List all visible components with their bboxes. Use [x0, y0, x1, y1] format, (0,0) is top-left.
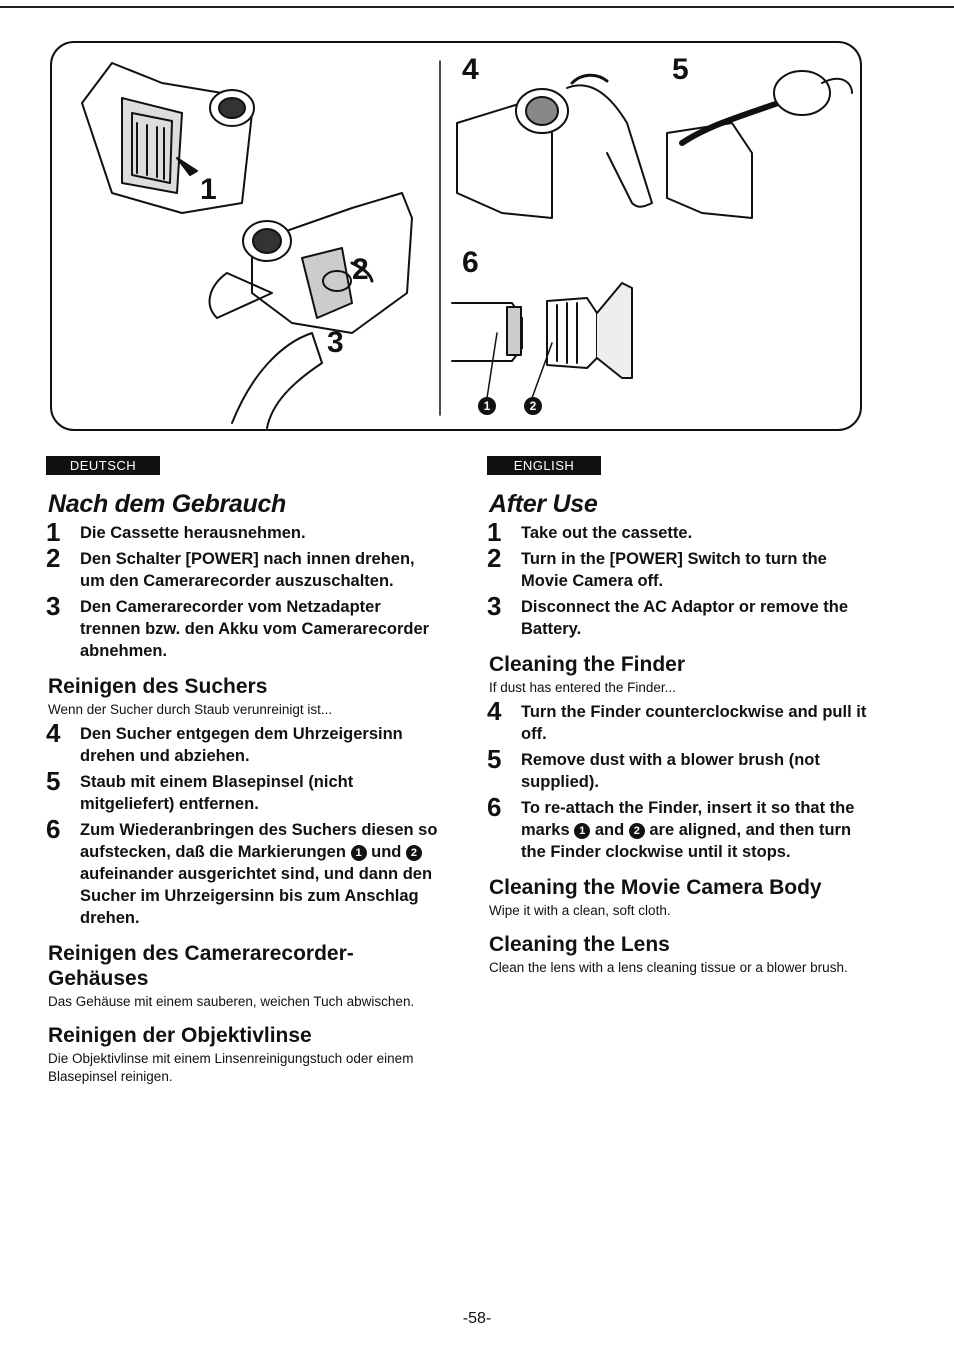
- en-step-number: 5: [487, 744, 502, 774]
- english-column: [489, 488, 869, 981]
- de-step-text-part: aufeinander ausgerichtet sind, und dann den Sucher im Uhrzeigersinn bis zum Anschlag drehen.: [80, 865, 433, 927]
- en-step-text: Remove dust with a blower brush (not supplied).: [521, 751, 820, 791]
- lang-tag-english: ENGLISH: [487, 456, 601, 475]
- finder-removal-drawing: [457, 75, 652, 218]
- de-step-number: 4: [46, 718, 61, 748]
- de-lens-title: Reinigen der Objektivlinse: [48, 1024, 312, 1047]
- en-step: [487, 744, 869, 793]
- de-step: [46, 517, 438, 547]
- mark-2-icon: 2: [629, 823, 645, 839]
- en-finder-intro: If dust has entered the Finder...: [489, 680, 676, 695]
- de-step-text-part: Zum Wiederanbringen des Suchers diesen so aufstecken, daß die Markierungen: [80, 821, 438, 861]
- figure-step-3: 3: [327, 326, 344, 359]
- de-step: [46, 718, 438, 767]
- illustration-panel: [50, 41, 862, 431]
- de-lens-text: Die Objektivlinse mit einem Linsenreinigungstuch oder einem Blasepinsel reinigen.: [48, 1051, 414, 1084]
- de-finder-intro: Wenn der Sucher durch Staub verunreinigt ist...: [48, 702, 333, 717]
- lang-tag-deutsch: DEUTSCH: [46, 456, 160, 475]
- page-number: -58-: [462, 1310, 492, 1327]
- de-main-title: Nach dem Gebrauch: [48, 490, 287, 518]
- en-step-number: 4: [487, 696, 502, 726]
- mark-2-icon: 2: [406, 845, 422, 861]
- blower-brush-drawing: [667, 71, 852, 218]
- mark-1-icon: 1: [351, 845, 367, 861]
- en-body-title: Cleaning the Movie Camera Body: [489, 876, 822, 899]
- de-step-text-part: und: [371, 843, 402, 861]
- en-main-title: After Use: [489, 490, 598, 518]
- en-step: [487, 792, 869, 863]
- figure-step-4: 4: [462, 53, 479, 86]
- en-step-text: [521, 797, 869, 863]
- en-lens-title: Cleaning the Lens: [489, 933, 670, 956]
- en-step-text-part: and: [594, 821, 625, 839]
- en-lens-text: Clean the lens with a lens cleaning tissue or a blower brush.: [489, 960, 848, 975]
- figure-step-5: 5: [672, 53, 689, 86]
- figure-step-6: 6: [462, 246, 479, 279]
- en-step-number: 3: [487, 591, 502, 621]
- en-step: [487, 696, 869, 745]
- de-body-title: Reinigen des Camerarecorder-Gehäuses: [48, 942, 354, 990]
- en-step: [487, 543, 869, 592]
- de-step-text: Den Sucher entgegen dem Uhrzeigersinn drehen und abziehen.: [80, 725, 403, 765]
- camera-illustration: [52, 43, 862, 431]
- top-rule: [0, 6, 954, 8]
- camera-open-cassette-drawing: [82, 63, 254, 213]
- de-step-number: 3: [46, 591, 61, 621]
- en-step-number: 1: [487, 517, 502, 547]
- de-step-text: Die Cassette herausnehmen.: [80, 524, 306, 542]
- en-step-text: Turn in the [POWER] Switch to turn the Movie Camera off.: [521, 550, 827, 590]
- figure-step-1: 1: [200, 173, 217, 206]
- en-step: [487, 517, 869, 547]
- en-step-number: 6: [487, 792, 502, 822]
- de-step-number: 6: [46, 814, 61, 844]
- de-step: [46, 591, 438, 662]
- en-step-text: Take out the cassette.: [521, 524, 693, 542]
- de-step: [46, 766, 438, 815]
- de-step-text: [80, 819, 438, 929]
- de-step-text: Den Schalter [POWER] nach innen drehen, um den Camerarecorder auszuschalten.: [80, 550, 415, 590]
- en-step-number: 2: [487, 543, 502, 573]
- de-step-number: 2: [46, 543, 61, 573]
- en-finder-title: Cleaning the Finder: [489, 653, 686, 676]
- figure-mark-1: 1: [478, 397, 496, 415]
- en-step-text: Disconnect the AC Adaptor or remove the Battery.: [521, 598, 848, 638]
- de-step: [46, 543, 438, 592]
- en-step-text-part: To re-attach the Finder, insert it so that the marks: [521, 799, 855, 839]
- deutsch-column: [48, 488, 438, 1090]
- finder-reattach-drawing: [452, 283, 632, 398]
- de-step-text: Staub mit einem Blasepinsel (nicht mitgeliefert) entfernen.: [80, 773, 354, 813]
- de-finder-title: Reinigen des Suchers: [48, 675, 268, 698]
- en-step-text: Turn the Finder counterclockwise and pull it off.: [521, 703, 867, 743]
- figure-step-2: 2: [352, 253, 369, 286]
- en-step: [487, 591, 869, 640]
- de-step-number: 5: [46, 766, 61, 796]
- de-step: [46, 814, 438, 929]
- mark-1-icon: 1: [574, 823, 590, 839]
- en-body-text: Wipe it with a clean, soft cloth.: [489, 903, 671, 918]
- de-body-text: Das Gehäuse mit einem sauberen, weichen Tuch abwischen.: [48, 994, 415, 1009]
- figure-mark-2: 2: [524, 397, 542, 415]
- de-step-number: 1: [46, 517, 61, 547]
- camera-power-battery-drawing: [210, 193, 412, 428]
- de-step-text: Den Camerarecorder vom Netzadapter trennen bzw. den Akku vom Camerarecorder abnehmen.: [80, 598, 430, 660]
- en-step-text-part: are aligned, and then turn the Finder clockwise until it stops.: [521, 821, 852, 861]
